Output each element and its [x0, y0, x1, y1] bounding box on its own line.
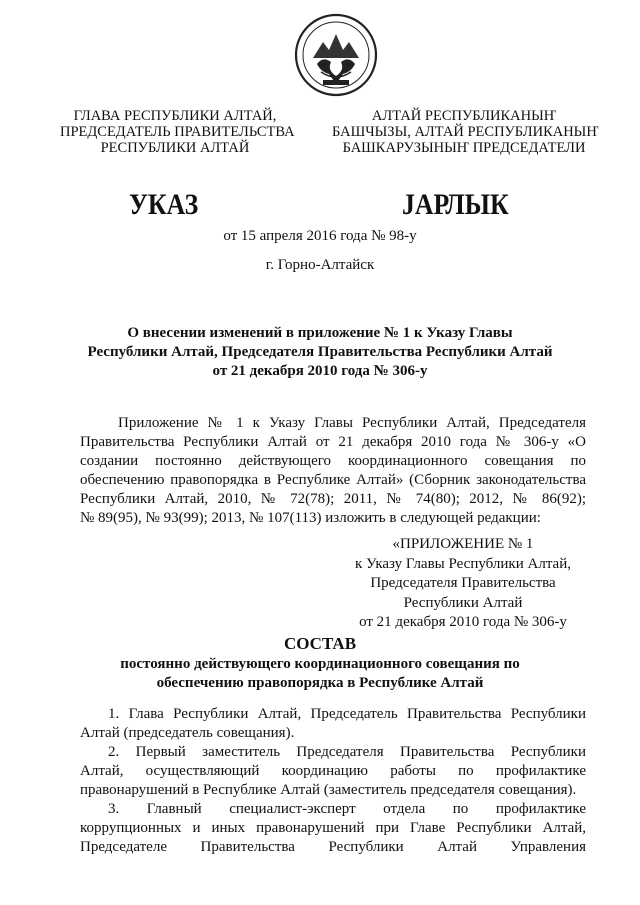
subject — [0, 324, 640, 381]
header-left-line: ПРЕДСЕДАТЕЛЬ ПРАВИТЕЛЬСТВА — [60, 124, 295, 140]
member-item-line: Председателе Правительства Республики Алтай Управления — [80, 839, 586, 855]
header-left — [60, 108, 295, 156]
body-line: создании постоянно действующего координационного совещания по — [80, 453, 586, 469]
appendix-block — [340, 535, 586, 633]
header-right — [332, 108, 599, 156]
republic-altai-emblem-icon — [293, 12, 379, 98]
member-item-line: 2. Первый заместитель Председателя Правительства Республики — [108, 744, 586, 760]
city: г. Горно-Алтайск — [265, 257, 375, 273]
subject-line: Республики Алтай, Председателя Правительства Республики Алтай — [87, 344, 553, 360]
body-line: обеспечению правопорядка в Республике Алтай» (Сборник законодательства — [80, 472, 586, 488]
body-line: № 89(95), № 93(99); 2013, № 107(113) изложить в следующей редакции: — [80, 510, 541, 526]
header-right-line: АЛТАЙ РЕСПУБЛИКАНЫҤ — [371, 108, 557, 124]
member-item-line: правонарушений в Республике Алтай (заместитель председателя совещания). — [80, 782, 577, 798]
appendix-line: Председателя Правительства — [370, 575, 556, 591]
member-item-line: 1. Глава Республики Алтай, Председатель Правительства Республики — [108, 706, 586, 722]
member-item-line: Алтай, осуществляющий координацию работы по профилактике — [80, 763, 586, 779]
appendix-line: «ПРИЛОЖЕНИЕ № 1 — [392, 536, 534, 552]
composition-subheading-line: постоянно действующего координационного совещания по — [120, 656, 520, 672]
body-line: Правительства Республики Алтай от 21 декабря 2010 года № 306-у «О — [80, 434, 586, 450]
emblem — [293, 12, 379, 98]
body-paragraph — [80, 414, 586, 528]
composition-heading: СОСТАВ — [283, 634, 357, 653]
header-right-line: БАШКАРУЗЫНЫҤ ПРЕДСЕДАТЕЛИ — [342, 140, 586, 156]
appendix-line: к Указу Главы Республики Алтай, — [354, 555, 571, 572]
appendix-line: от 21 декабря 2010 года № 306-у — [359, 614, 567, 630]
header-right-line: БАШЧЫЗЫ, АЛТАЙ РЕСПУБЛИКАНЫҤ — [332, 124, 599, 140]
member-item-line: коррупционных и иных правонарушений при Главе Республики Алтай, — [80, 820, 586, 836]
subject-line: О внесении изменений в приложение № 1 к Указу Главы — [127, 325, 513, 341]
member-list — [80, 705, 586, 857]
title-jarlyk: ЈАРЛЫК — [402, 188, 509, 221]
composition-subheading — [0, 655, 640, 693]
member-item-line: Алтай (председатель совещания). — [80, 725, 295, 741]
body-line: Приложение № 1 к Указу Главы Республики Алтай, Председателя — [118, 415, 586, 431]
body-line: Республики Алтай, 2010, № 72(78); 2011, № 74(80); 2012, № 86(92); — [80, 491, 586, 507]
title-ukaz: УКАЗ — [129, 188, 199, 221]
header-left-line: ГЛАВА РЕСПУБЛИКИ АЛТАЙ, — [73, 108, 277, 124]
appendix-line: Республики Алтай — [403, 594, 523, 611]
composition-subheading-line: обеспечению правопорядка в Республике Алтай — [156, 675, 484, 691]
date-line: от 15 апреля 2016 года № 98-у — [223, 228, 417, 244]
subject-line: от 21 декабря 2010 года № 306-у — [212, 363, 428, 379]
member-item-line: 3. Главный специалист-эксперт отдела по профилактике — [108, 801, 586, 817]
header-left-line: РЕСПУБЛИКИ АЛТАЙ — [100, 140, 250, 156]
